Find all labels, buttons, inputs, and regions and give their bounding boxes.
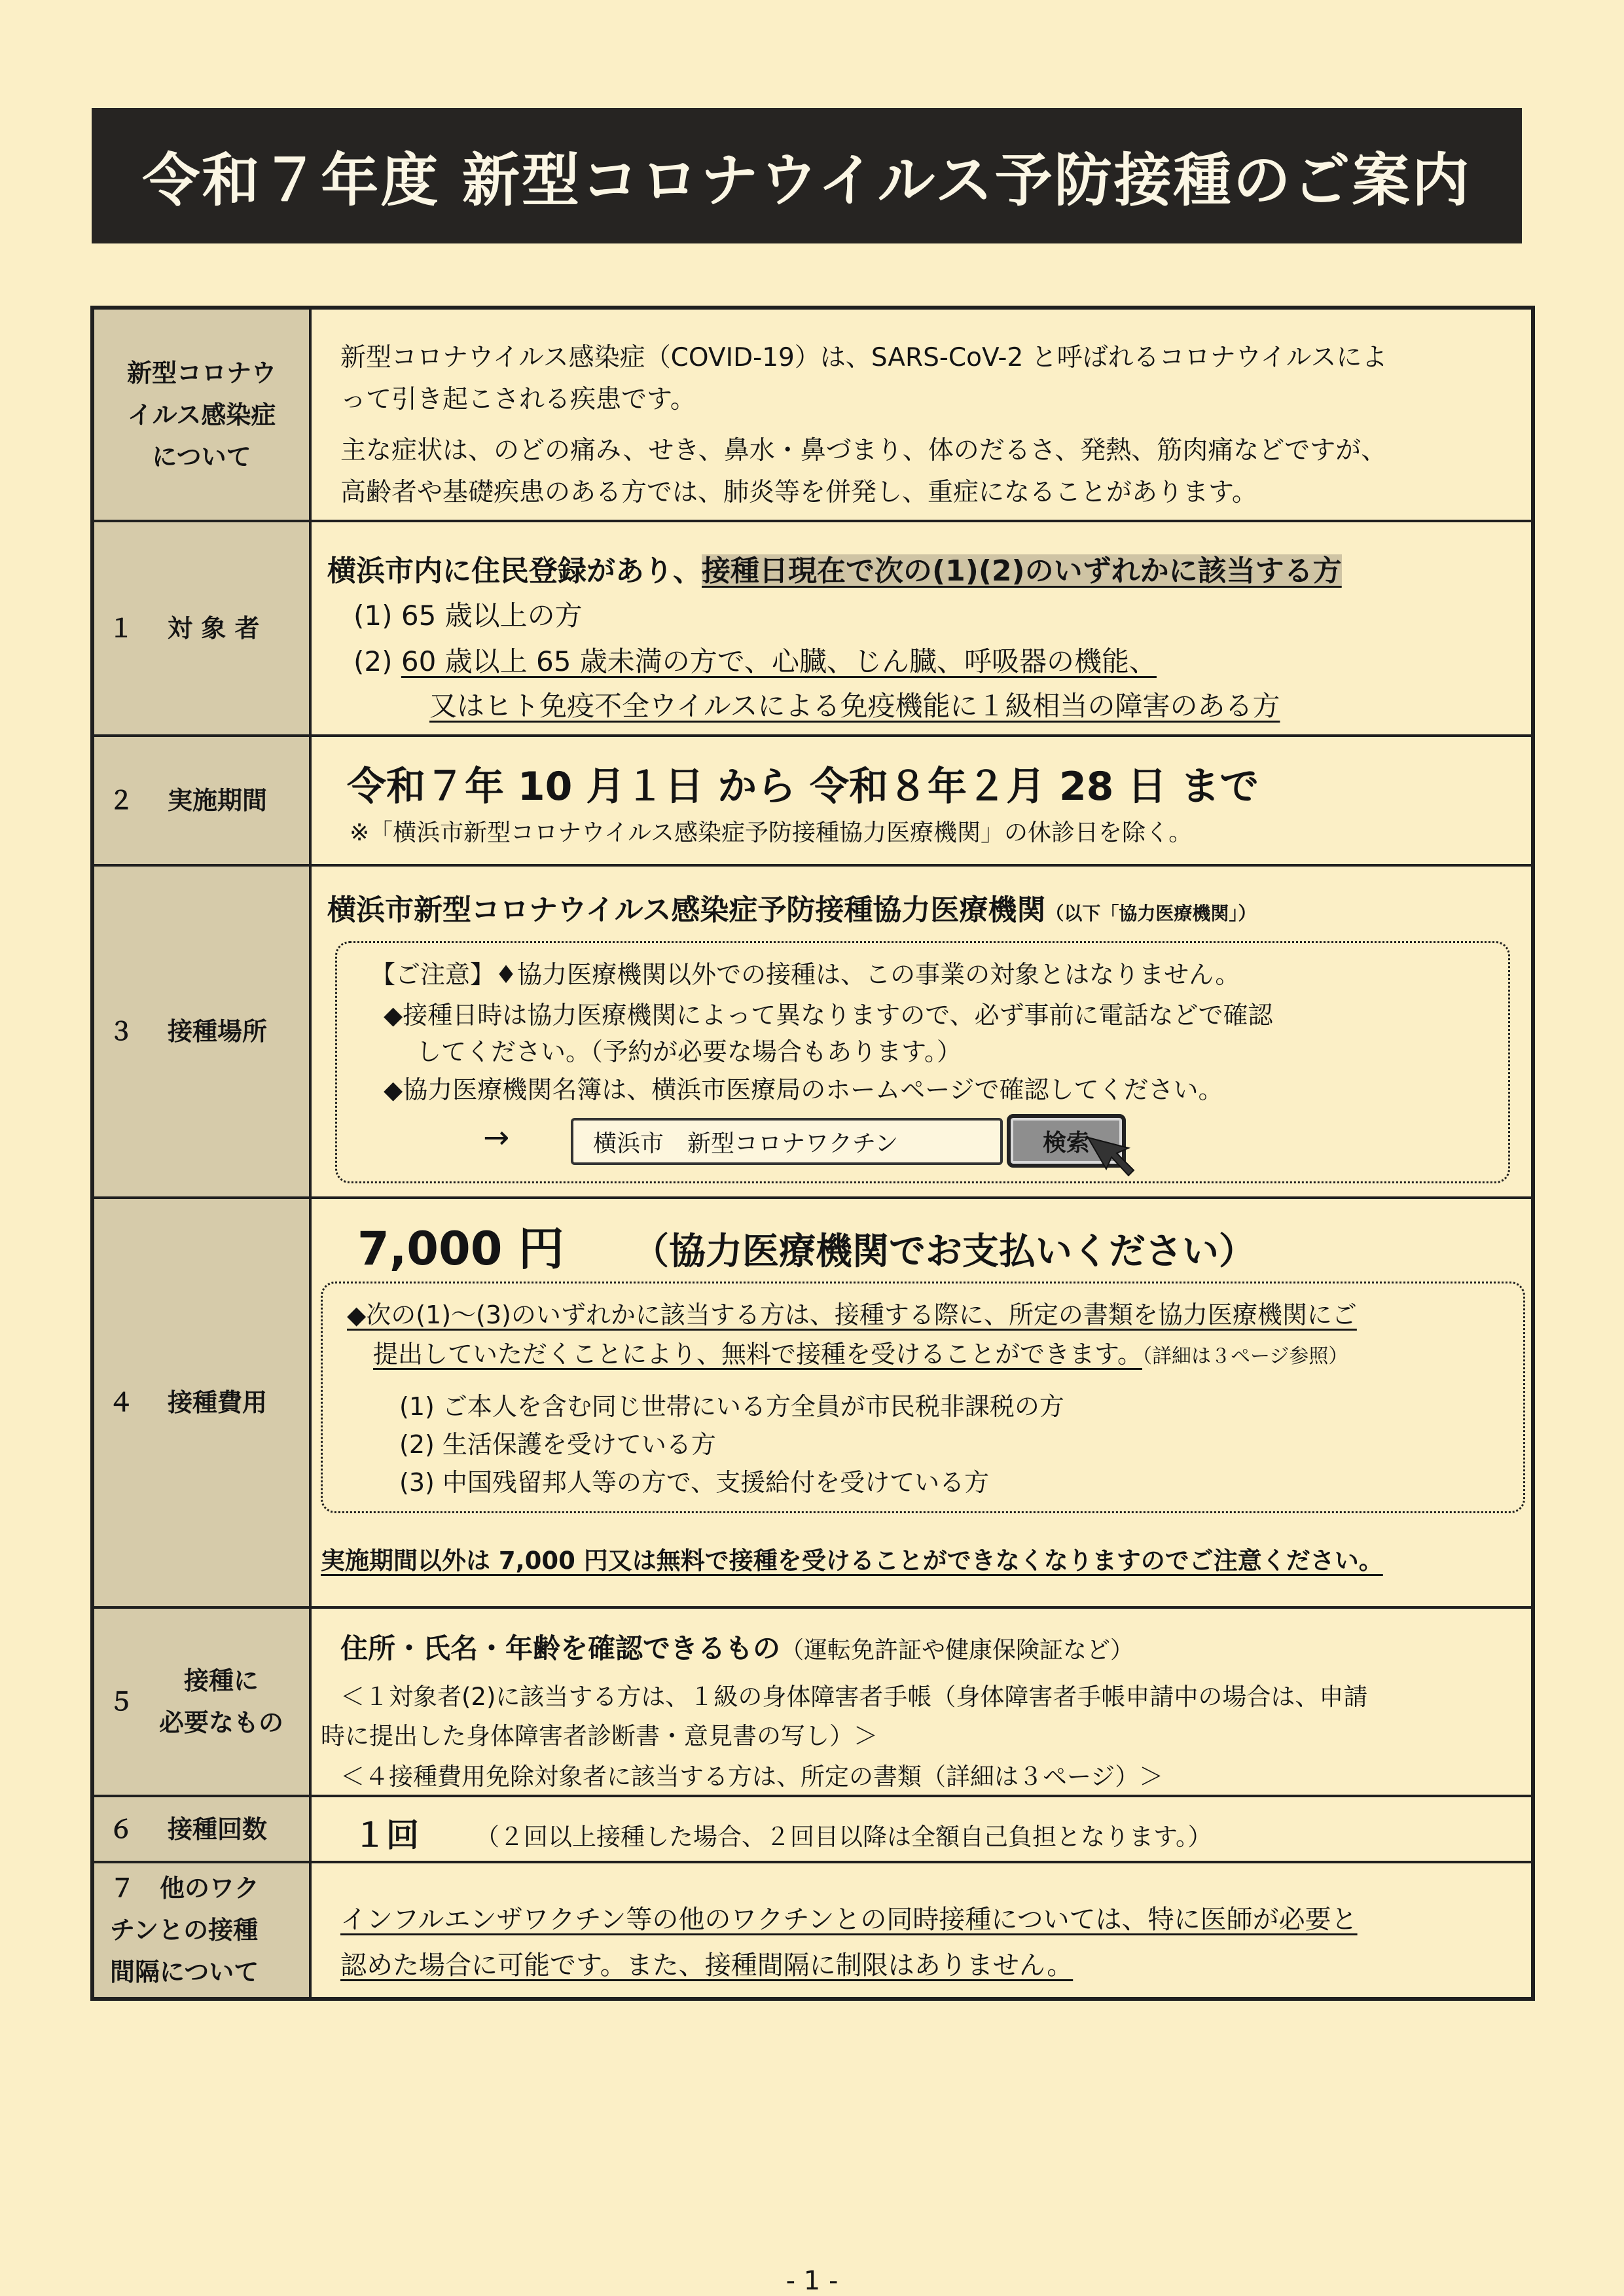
text-line: って引き起こされる疾患です。 [340, 385, 696, 414]
page-number: - 1 - [785, 2266, 839, 2296]
price-note: （協力医療機関でお支払いください） [632, 1230, 1255, 1273]
label-line: ７ 他のワク [110, 1874, 260, 1903]
notice-line: してください。（予約が必要な場合もあります。） [416, 1037, 962, 1066]
interval-line: 認めた場合に可能です。また、接種間隔に制限はありません。 [340, 1950, 1074, 1981]
page-title: 令和７年度 新型コロナウイルス予防接種のご案内 [92, 108, 1522, 243]
requirement-line: 時に提出した身体障害者診断書・意見書の写し）＞ [321, 1722, 878, 1750]
label-number: １ [109, 614, 134, 643]
period-note: ※「横浜市新型コロナウイルス感染症予防接種協力医療機関」の休診日を除く。 [350, 819, 1193, 846]
notice-line: ◆接種日時は協力医療機関によって異なりますので、必ず事前に電話などで確認 [384, 1001, 1273, 1030]
row-content [312, 1797, 1531, 1861]
label-line: について [152, 442, 251, 471]
row-label [94, 867, 312, 1196]
exemption-text: 提出していただくことにより、無料で接種を受けることができます。 [373, 1340, 1142, 1369]
label-line: 新型コロナウ [126, 358, 276, 387]
eligibility-item-2-cont: 又はヒト免疫不全ウイルスによる免疫機能に１級相当の障害のある方 [429, 690, 1280, 722]
exemption-line: ◆次の(1)～(3)のいずれかに該当する方は、接種する際に、所定の書類を協力医療機関にご [347, 1300, 1357, 1329]
row-label [94, 1609, 312, 1795]
label-text: 接種場所 [168, 1017, 268, 1046]
label-line: 間隔について [110, 1958, 259, 1986]
row-location [94, 867, 1531, 1199]
price-amount: 7,000 円 [357, 1222, 564, 1276]
text-line: 高齢者や基礎疾患のある方では、肺炎等を併発し、重症になることがあります。 [340, 478, 1257, 507]
exemption-item: (3) 中国残留邦人等の方で、支援給付を受けている方 [399, 1468, 990, 1497]
label-number: ５ [109, 1687, 134, 1716]
cost-warning: 実施期間以外は 7,000 円又は無料で接種を受けることができなくなりますのでご注意ください。 [321, 1547, 1383, 1575]
location-heading [327, 886, 1256, 928]
row-content [312, 737, 1531, 864]
label-text: 実施期間 [168, 786, 268, 815]
text-line: 主な症状は、のどの痛み、せき、鼻水・鼻づまり、体のだるさ、発熱、筋肉痛などですが、 [340, 436, 1387, 465]
exemption-line [373, 1334, 1348, 1370]
row-content [312, 867, 1531, 1196]
row-label [94, 737, 312, 864]
dose-note: （２回以上接種した場合、２回目以降は全額自己負担となります。） [475, 1823, 1212, 1851]
label-number: ２ [109, 786, 134, 815]
exemption-note: （詳細は３ページ参照） [1142, 1345, 1348, 1368]
row-requirements [94, 1609, 1531, 1797]
notice-line: 【ご注意】♦協力医療機関以外での接種は、この事業の対象とはなりません。 [370, 960, 1240, 989]
row-content [312, 1609, 1531, 1795]
row-eligibility [94, 522, 1531, 737]
requirement-line: ＜４接種費用免除対象者に該当する方は、所定の書類（詳細は３ページ）＞ [340, 1763, 1164, 1791]
row-label [94, 1797, 312, 1861]
row-interval [94, 1863, 1531, 1997]
label-text: 接種費用 [168, 1388, 268, 1417]
row-label [94, 522, 312, 734]
requirement-line: ＜１対象者(2)に該当する方は、１級の身体障害者手帳（身体障害者手帳申請中の場合は、申請 [340, 1683, 1368, 1711]
eligibility-lead [327, 547, 1342, 589]
interval-line: インフルエンザワクチン等の他のワクチンとの同時接種については、特に医師が必要と [340, 1905, 1358, 1935]
requirement-line [340, 1627, 1134, 1666]
dose-count: １回 [353, 1816, 419, 1854]
row-content [312, 1863, 1531, 1997]
row-label [94, 1199, 312, 1606]
row-label [94, 1863, 312, 1997]
row-cost [94, 1199, 1531, 1609]
arrow-icon: → [483, 1119, 510, 1156]
lead-highlight: 接種日現在で次の(1)(2)のいずれかに該当する方 [702, 554, 1342, 588]
search-input[interactable]: 横浜市 新型コロナワクチン [571, 1118, 1003, 1165]
requirement-main: 住所・氏名・年齢を確認できるもの [340, 1632, 781, 1664]
label-line: チンとの接種 [110, 1916, 259, 1945]
row-content [312, 310, 1531, 520]
heading-note: （以下「協力医療機関」） [1045, 903, 1257, 924]
item-text: 60 歳以上 65 歳未満の方で、心臓、じん臓、呼吸器の機能、 [401, 645, 1157, 677]
lead-part: 横浜市内に住民登録があり、 [327, 554, 702, 588]
requirement-note: （運転免許証や健康保険証など） [780, 1637, 1134, 1664]
label-text: 必要なもの [158, 1708, 283, 1737]
eligibility-item-1: (1) 65 歳以上の方 [353, 600, 583, 632]
row-about [94, 310, 1531, 522]
search-button[interactable]: 検索 [1007, 1114, 1126, 1168]
period-text: 令和７年 10 月１日 から 令和８年２月 28 日 まで [347, 764, 1259, 810]
notice-line: ◆協力医療機関名簿は、横浜市医療局のホームページで確認してください。 [384, 1075, 1223, 1104]
label-text: 対 象 者 [168, 614, 260, 643]
label-number: ６ [109, 1814, 134, 1844]
row-period [94, 737, 1531, 867]
row-doses [94, 1797, 1531, 1863]
row-content [312, 1199, 1531, 1606]
text-line: 新型コロナウイルス感染症（COVID-19）は、SARS-CoV-2 と呼ばれるコロナウイルスによ [340, 343, 1388, 372]
row-label [94, 310, 312, 520]
label-number: ３ [109, 1017, 134, 1046]
label-line: イルス感染症 [127, 400, 276, 429]
label-text: 接種に [183, 1666, 259, 1695]
cursor-arrow-icon [1083, 1135, 1135, 1181]
exemption-item: (1) ご本人を含む同じ世帯にいる方全員が市民税非課税の方 [399, 1392, 1064, 1421]
label-number: ４ [109, 1388, 134, 1417]
info-table [90, 306, 1535, 2001]
row-content [312, 522, 1531, 734]
label-text: 接種回数 [168, 1814, 268, 1844]
eligibility-item-2 [353, 640, 1157, 679]
exemption-item: (2) 生活保護を受けている方 [399, 1430, 716, 1459]
item-prefix: (2) [353, 645, 401, 677]
heading-text: 横浜市新型コロナウイルス感染症予防接種協力医療機関 [327, 893, 1046, 927]
